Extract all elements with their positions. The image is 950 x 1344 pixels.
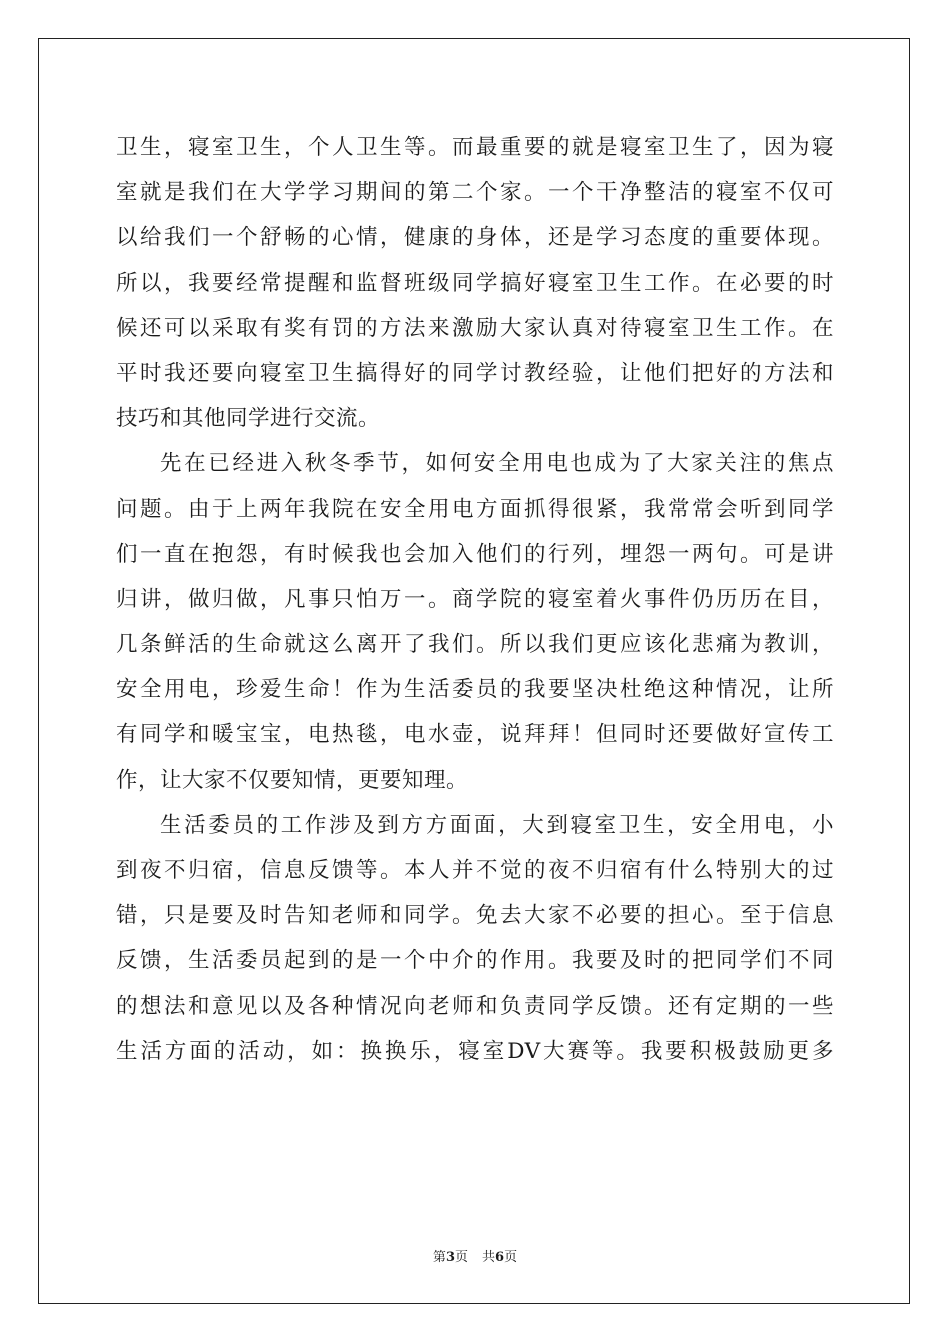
text-line: 所以，我要经常提醒和监督班级同学搞好寝室卫生工作。在必要的时 [116, 270, 834, 296]
text-line: 的想法和意见以及各种情况向老师和负责同学反馈。还有定期的一些 [116, 993, 834, 1019]
page-suffix: 页 [454, 1250, 468, 1265]
total-prefix: 共 [482, 1250, 496, 1265]
text-line: 安全用电，珍爱生命！作为生活委员的我要坚决杜绝这种情况，让所 [116, 677, 834, 703]
paragraph-first-line: 先在已经进入秋冬季节，如何安全用电也成为了大家关注的焦点 [160, 451, 834, 477]
page-footer [0, 1246, 950, 1265]
text-line: 生活方面的活动，如：换换乐，寝室DV大赛等。我要积极鼓励更多 [116, 1038, 834, 1064]
page-number: 3 [445, 1250, 455, 1265]
text-line: 反馈，生活委员起到的是一个中介的作用。我要及时的把同学们不同 [116, 948, 834, 974]
text-line: 到夜不归宿，信息反馈等。本人并不觉的夜不归宿有什么特别大的过 [116, 858, 834, 883]
text-line: 归讲，做归做，凡事只怕万一。商学院的寝室着火事件仍历历在目， [116, 586, 834, 612]
text-line: 问题。由于上两年我院在安全用电方面抓得很紧，我常常会听到同学 [116, 496, 834, 522]
page-prefix: 第 [432, 1250, 446, 1265]
text-line: 技巧和其他同学进行交流。 [116, 406, 381, 432]
total-suffix: 页 [504, 1250, 518, 1265]
text-line: 室就是我们在大学学习期间的第二个家。一个干净整洁的寝室不仅可 [116, 180, 834, 206]
document-body [116, 125, 834, 1074]
paragraph-first-line: 生活委员的工作涉及到方方面面，大到寝室卫生，安全用电，小 [160, 812, 834, 838]
text-line: 错，只是要及时告知老师和同学。免去大家不必要的担心。至于信息 [116, 903, 834, 929]
text-line: 候还可以采取有奖有罚的方法来激励大家认真对待寝室卫生工作。在 [116, 315, 834, 341]
text-line: 卫生，寝室卫生，个人卫生等。而最重要的就是寝室卫生了，因为寝 [116, 135, 834, 160]
total-pages: 6 [495, 1250, 505, 1265]
text-line: 几条鲜活的生命就这么离开了我们。所以我们更应该化悲痛为教训， [116, 632, 834, 658]
text-line: 平时我还要向寝室卫生搞得好的同学讨教经验，让他们把好的方法和 [116, 360, 834, 386]
text-line: 有同学和暖宝宝，电热毯，电水壶，说拜拜！但同时还要做好宣传工 [116, 722, 834, 748]
text-line: 们一直在抱怨，有时候我也会加入他们的行列，埋怨一两句。可是讲 [116, 541, 834, 567]
text-line: 以给我们一个舒畅的心情，健康的身体，还是学习态度的重要体现。 [116, 225, 834, 251]
text-line: 作，让大家不仅要知情，更要知理。 [116, 767, 469, 793]
